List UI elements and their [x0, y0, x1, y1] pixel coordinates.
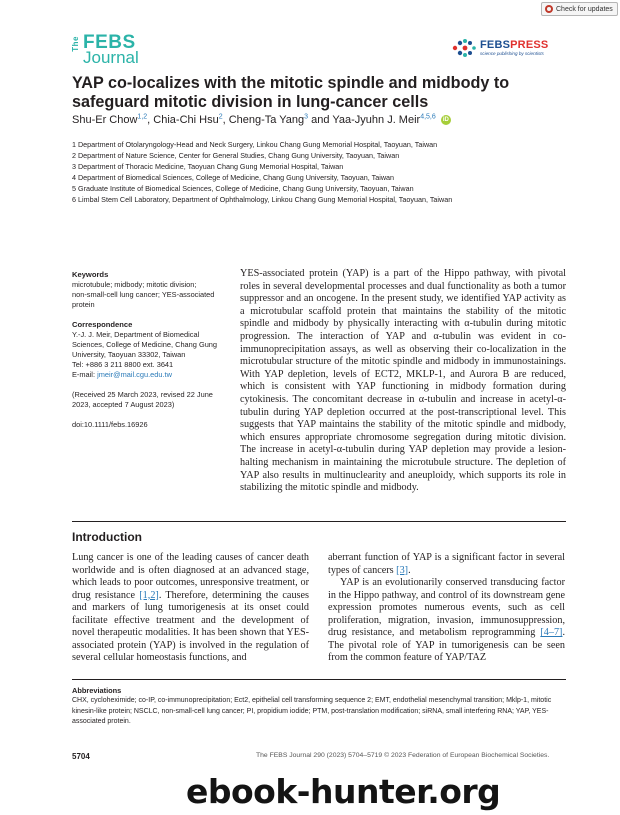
- affiliation: 4 Department of Biomedical Sciences, College of Medicine, Chang Gung University, Taoyuan, Taiwan: [72, 173, 395, 182]
- check-for-updates-label: Check for updates: [556, 5, 613, 13]
- abstract: YES-associated protein (YAP) is a part of the Hippo pathway, with pivotal roles in several developmental processes and dual functionality as both a tumor suppressor and an oncogene. In the present study, we identified YAP activity as a microtubular scaffold protein that maintains the stability of the mitotic spindle and midbody by physically interacting with α-tubulin during mitotic progression. The interaction of YAP and α-tubulin was evident in co-immunoprecipitation assays, as well as observing their co-localization in the microtubular structure of the mitotic spindle and midbody in immunostainings. With YAP depletion, levels of ECT2, MKLP-1, and Aurora B are reduced, which is consistent with YAP functioning in midbody formation during cytokinesis. The concomitant decrease in α-tubulin and increase in acetyl-α-tubulin during YAP depletion occurred at the post-transcriptional level. This suggests that YAP maintains the stability of the mitotic spindle and midbody, which ensures appropriate chromosome segregation during mitotic division. The increase in acetyl-α-tubulin during YAP depletion may provide a lesion-halting mechanism in maintaining the microtubule structure. The depletion of YAP also results in multinuclearity and aneuploidy, which supports its role in stabilizing the mitotic spindle and midbody.: [240, 268, 566, 494]
- press-tagline: science publishing by scientists: [480, 50, 544, 56]
- footer-citation: The FEBS Journal 290 (2023) 5704–5719 © 2023 Federation of European Biochemical Societies.: [256, 752, 550, 759]
- correspondence-line: Sciences, College of Medicine, Chang Gung: [72, 340, 218, 349]
- page-number: 5704: [72, 752, 90, 761]
- keywords-line: microtubule; midbody; mitotic division;: [72, 280, 197, 289]
- received-block: [72, 390, 232, 410]
- author[interactable]: Shu-Er Chow: [72, 114, 138, 126]
- citation-link[interactable]: [1,2]: [139, 589, 159, 601]
- paragraph: [72, 552, 309, 665]
- article-title: YAP co-localizes with the mitotic spindle and midbody to safeguard mitotic division in lung-cancer cells: [72, 74, 510, 111]
- email-link[interactable]: jmeir@mail.cgu.edu.tw: [97, 370, 172, 379]
- affiliation: 2 Department of Nature Science, Center for General Studies, Chang Gung University, Taoyuan, Taiwan: [72, 151, 400, 160]
- author-separator: ,: [222, 114, 229, 126]
- affiliation-list: [72, 139, 452, 205]
- correspondence-block: [72, 320, 232, 380]
- text: Lung cancer is one of the leading causes of cancer death worldwide and is often diagnosed at an advanced stage, which leads to poor outcomes, unresponsive treatment, or drug resistance: [72, 552, 309, 601]
- author[interactable]: Chia-Chi Hsu: [153, 114, 219, 126]
- doi[interactable]: doi:10.1111/febs.16926: [72, 420, 148, 429]
- febs-press-logo: [451, 38, 548, 58]
- abbreviations-block: [72, 686, 566, 727]
- paragraph: [328, 552, 565, 577]
- watermark: ebook-hunter.org: [186, 772, 501, 811]
- introduction-heading: Introduction: [72, 530, 142, 544]
- check-for-updates-button[interactable]: [541, 2, 618, 16]
- logo-journal: Journal: [83, 48, 139, 67]
- received-line: (Received 25 March 2023, revised 22 June: [72, 390, 213, 399]
- correspondence-line: University, Taoyuan 33302, Taiwan: [72, 350, 186, 359]
- keywords-block: [72, 270, 232, 310]
- logo-febs: FEBS: [83, 32, 136, 53]
- crossmark-icon: [545, 5, 553, 13]
- citation-link[interactable]: [4–7]: [540, 627, 563, 639]
- author[interactable]: Cheng-Ta Yang: [228, 114, 305, 126]
- keywords-line: protein: [72, 300, 95, 309]
- text: . Therefore, determining the causes and markers of lung tumorigenesis at its onset could facilitate effective treatment and the development of novel therapeutic modalities. It has been shown that YES-associated protein (YAP) is involved in the regulation of several cellular homeostasis functions, and: [72, 589, 309, 664]
- logo-the: The: [71, 36, 80, 52]
- press-press: PRESS: [510, 38, 549, 51]
- author[interactable]: Yaa-Jyuhn J. Meir: [332, 114, 421, 126]
- correspondence-line: Tel: +886 3 211 8800 ext. 3641: [72, 360, 174, 369]
- intro-column-right: [328, 552, 565, 665]
- author-affiliation-ref[interactable]: 2: [218, 113, 223, 121]
- divider: [72, 679, 566, 680]
- affiliation: 1 Department of Otolaryngology-Head and Neck Surgery, Linkou Chang Gung Memorial Hospital, Taoyuan, Taiwan: [72, 140, 438, 149]
- correspondence-line: Y.-J. J. Meir, Department of Biomedical: [72, 330, 200, 339]
- text: .: [408, 564, 411, 576]
- press-febs: FEBS: [480, 38, 511, 51]
- author-separator: ,: [147, 114, 154, 126]
- author-affiliation-ref[interactable]: 4,5,6: [420, 113, 436, 121]
- febs-press-dots-icon: [451, 38, 477, 58]
- author-list: [72, 114, 451, 126]
- text: aberrant function of YAP is a significant factor in several types of cancers: [328, 552, 565, 576]
- abbreviations-text: CHX, cycloheximide; co-IP, co-immunoprecipitation; Ect2, epithelial cell transforming sequence 2; EMT, endothelial mesenchymal transition; Mklp-1, mitotic kinesin-like protein; NSCLC, non-small-cell lung cancer; PI, propidium iodide; PTM, post-translation modification; siRNA, small interfering RNA; YAP, YES-associated protein.: [72, 697, 552, 725]
- affiliation: 5 Graduate Institute of Biomedical Sciences, College of Medicine, Chang Gung University, Taoyuan, Taiwan: [72, 184, 414, 193]
- received-line: 2023, accepted 7 August 2023): [72, 400, 175, 409]
- email-line: [72, 370, 232, 380]
- citation-link[interactable]: [3]: [396, 564, 409, 576]
- article-sidebar: [72, 270, 232, 430]
- affiliation: 6 Limbal Stem Cell Laboratory, Department of Ophthalmology, Linkou Chang Gung Memorial Hospital, Taoyuan, Taiwan: [72, 195, 453, 204]
- author-separator: and: [308, 114, 333, 126]
- orcid-icon[interactable]: iD: [442, 117, 449, 124]
- correspondence-heading: Correspondence: [72, 320, 133, 329]
- affiliation: 3 Department of Thoracic Medicine, Taoyuan Chang Gung Memorial Hospital, Taiwan: [72, 162, 344, 171]
- paragraph: [328, 577, 565, 665]
- divider: [72, 521, 566, 522]
- author-affiliation-ref[interactable]: 3: [304, 113, 309, 121]
- keywords-heading: Keywords: [72, 270, 109, 279]
- abbreviations-heading: Abbreviations: [72, 686, 122, 695]
- email-label: E-mail:: [72, 370, 98, 379]
- intro-column-left: [72, 552, 309, 665]
- text: . The pivotal role of YAP in tumorigenesis can be seen from the common feature of YAP/TAZ: [328, 627, 565, 664]
- author-affiliation-ref[interactable]: 1,2: [137, 113, 148, 121]
- text: YAP is an evolutionarily conserved transducing factor in the Hippo pathway, and control of its downstream gene expression promotes numerous events, such as cell proliferation, migration, invasion, immunosuppression, drug resistance, and metabolism reprogramming: [328, 577, 565, 639]
- keywords-line: non-small-cell lung cancer; YES-associated: [72, 290, 215, 299]
